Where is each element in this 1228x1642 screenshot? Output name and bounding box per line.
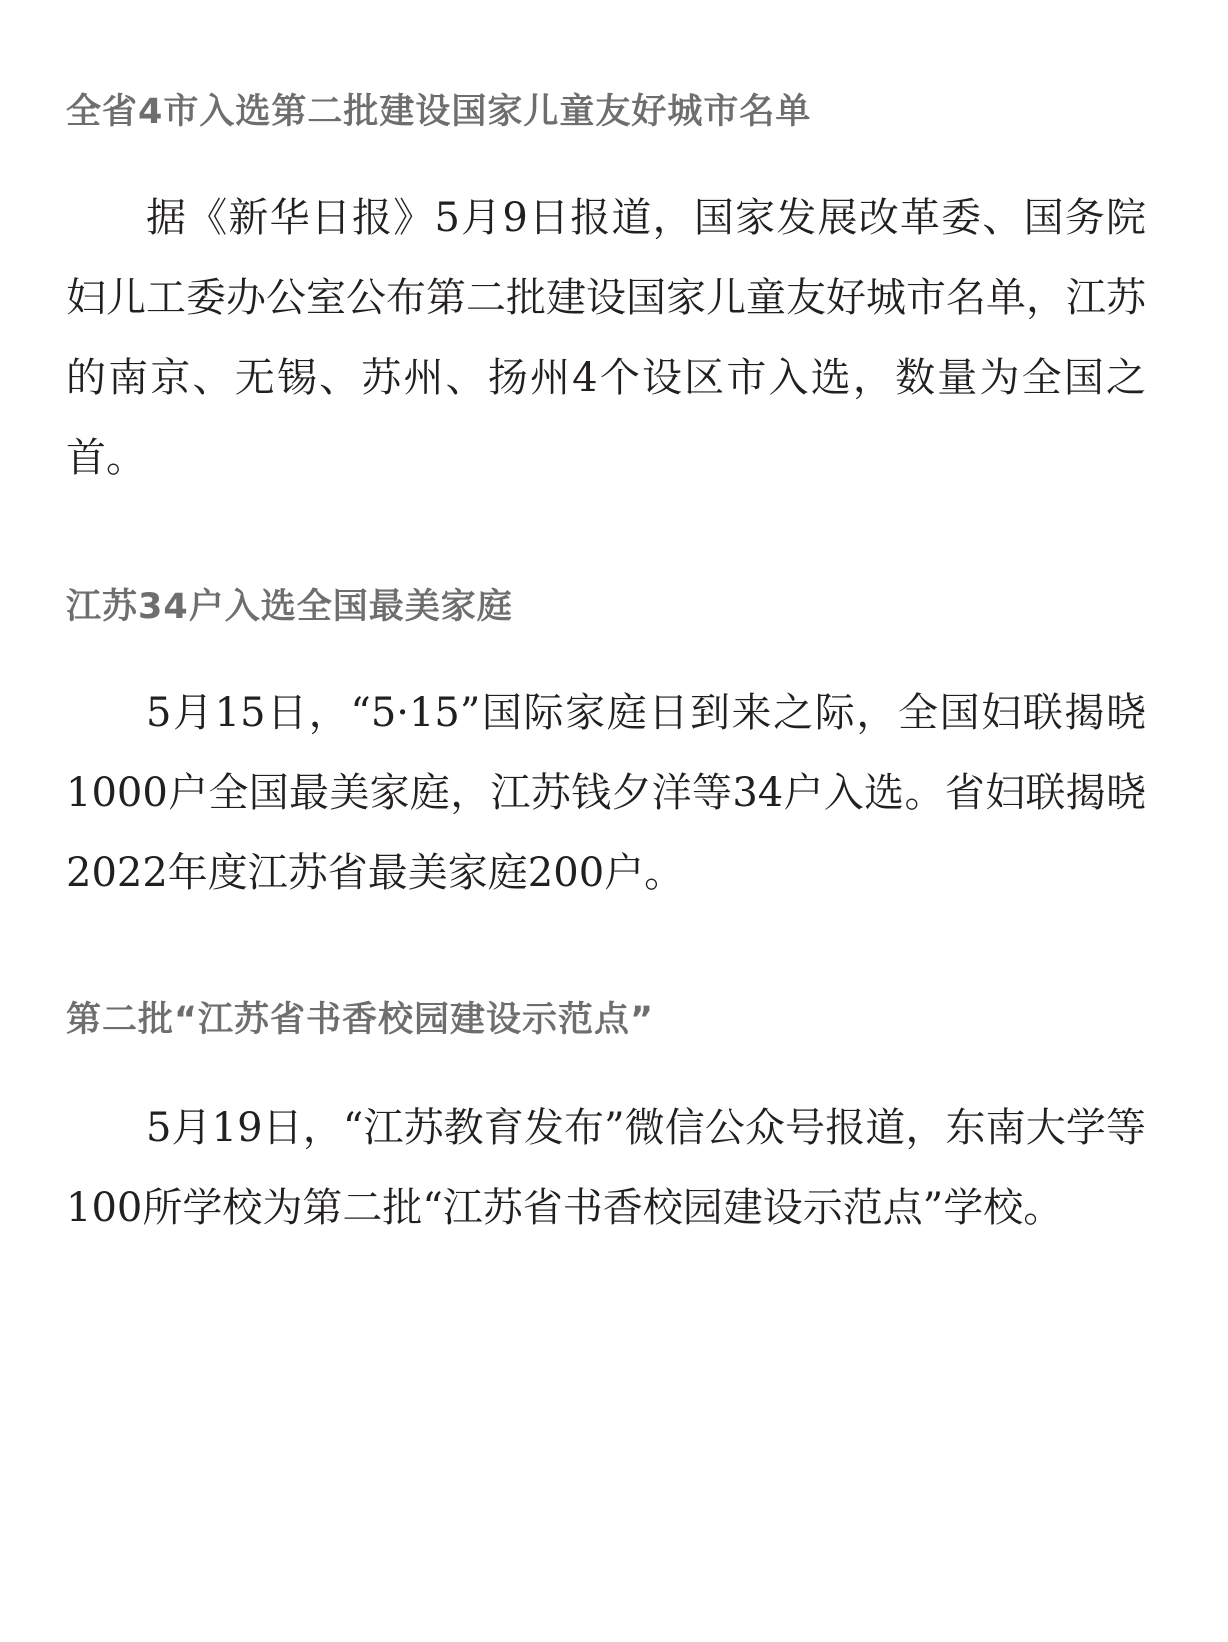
- section-body: 5月15日，“5·15”国际家庭日到来之际，全国妇联揭晓1000户全国最美家庭，江苏钱夕洋等34户入选。省妇联揭晓2022年度江苏省最美家庭200户。: [66, 690, 1146, 896]
- section-heading: 第二批“江苏省书香校园建设示范点”: [66, 1000, 655, 1040]
- section-body: 5月19日，“江苏教育发布”微信公众号报道，东南大学等100所学校为第二批“江苏省书香校园建设示范点”学校。: [66, 1105, 1146, 1231]
- section-body: 据《新华日报》5月9日报道，国家发展改革委、国务院妇儿工委办公室公布第二批建设国家儿童友好城市名单，江苏的南京、无锡、苏州、扬州4个设区市入选，数量为全国之首。: [66, 195, 1146, 481]
- section-heading: 江苏34户入选全国最美家庭: [66, 587, 513, 627]
- section-heading: 全省4市入选第二批建设国家儿童友好城市名单: [66, 92, 812, 132]
